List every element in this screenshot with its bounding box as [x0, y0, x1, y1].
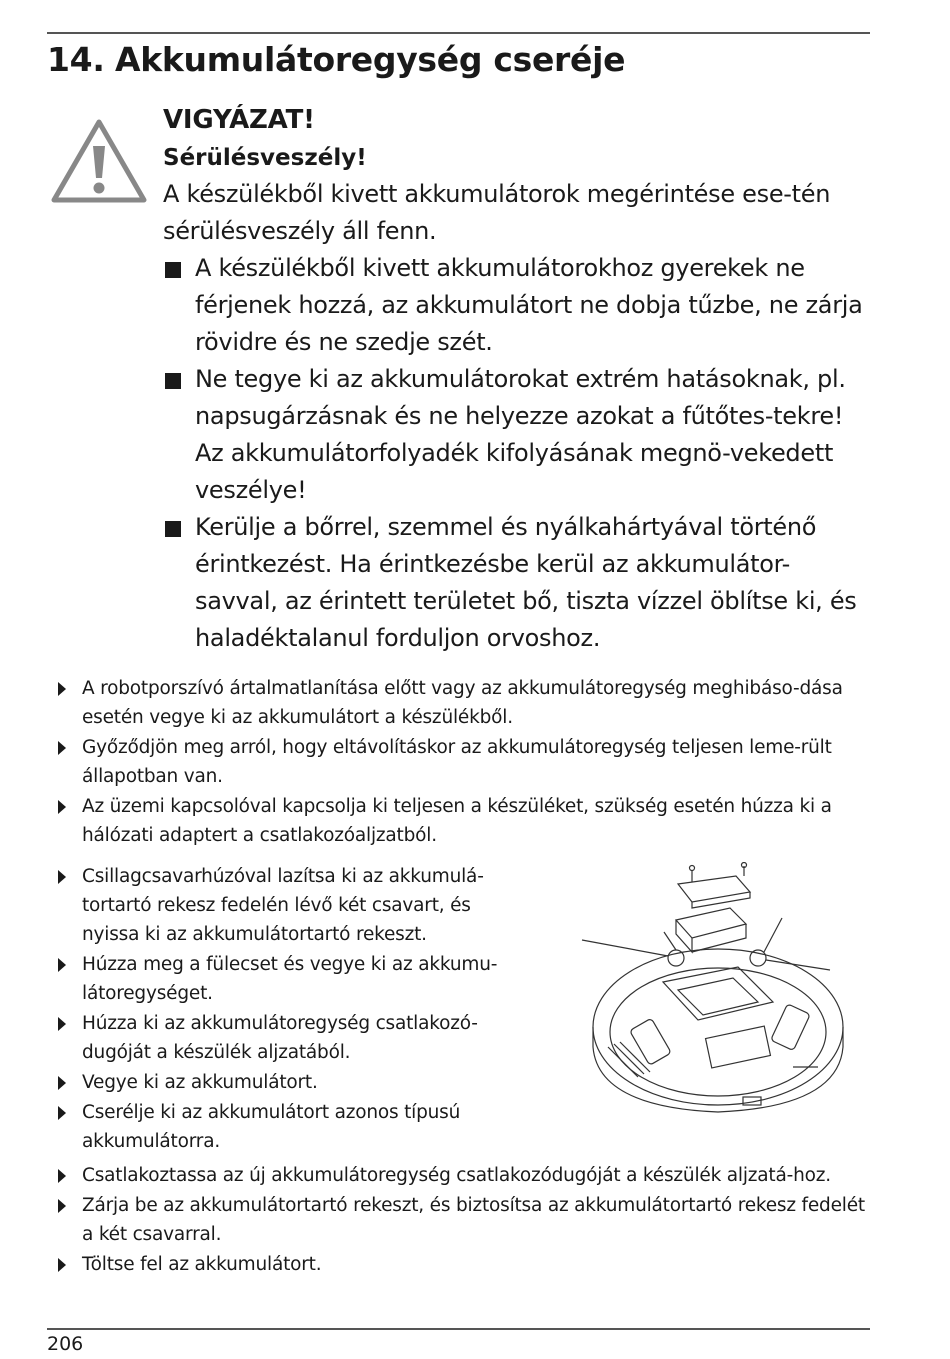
triangle-bullet-icon	[58, 800, 66, 814]
step-item	[55, 1191, 870, 1249]
step-text: Csillagcsavarhúzóval lazítsa ki az akkumulá-tortartó rekesz fedelén lévő két csavart, és nyissa ki az akkumulátortartó rekeszt.	[82, 866, 484, 945]
warning-item	[163, 361, 863, 509]
square-bullet-icon	[165, 521, 181, 537]
step-text: Győződjön meg arról, hogy eltávolításkor az akkumulátoregység teljesen leme-rült állapotban van.	[82, 737, 832, 787]
step-text: A robotporszívó ártalmatlanítása előtt vagy az akkumulátoregység meghibáso-dása esetén vegye ki az akkumulátort a készülékből.	[82, 678, 843, 728]
section-number: 14.	[47, 40, 105, 79]
step-item	[55, 1161, 870, 1190]
step-text: Húzza ki az akkumulátoregység csatlakozó-dugóját a készülék aljzatából.	[82, 1013, 478, 1063]
intro-steps	[55, 674, 870, 851]
triangle-bullet-icon	[58, 870, 66, 884]
warning-item	[163, 250, 863, 361]
step-item	[55, 674, 870, 732]
step-text: Az üzemi kapcsolóval kapcsolja ki teljesen a készüléket, szükség esetén húzza ki a hálózati adaptert a csatlakozóaljzatból.	[82, 796, 832, 846]
warning-subtitle: Sérülésveszély!	[163, 145, 367, 171]
triangle-bullet-icon	[58, 958, 66, 972]
step-item	[55, 733, 870, 791]
step-text: Húzza meg a fülecset és vegye ki az akkumu-látoregységet.	[82, 954, 498, 1004]
triangle-bullet-icon	[58, 1199, 66, 1213]
triangle-bullet-icon	[58, 1169, 66, 1183]
step-text: Cserélje ki az akkumulátort azonos típusú akkumulátorra.	[82, 1102, 461, 1152]
page-number: 206	[47, 1333, 84, 1355]
step-text: Töltse fel az akkumulátort.	[82, 1254, 322, 1275]
warning-list	[163, 250, 863, 657]
step-text: Vegye ki az akkumulátort.	[82, 1072, 318, 1093]
triangle-bullet-icon	[58, 1106, 66, 1120]
warning-block	[163, 102, 863, 657]
step-item	[55, 1009, 525, 1067]
triangle-bullet-icon	[58, 741, 66, 755]
section-heading	[47, 40, 625, 79]
bottom-rule	[47, 1328, 870, 1330]
step-text: Zárja be az akkumulátortartó rekeszt, és biztosítsa az akkumulátortartó rekesz fedelét a két csavarral.	[82, 1195, 865, 1245]
top-rule	[47, 32, 870, 34]
square-bullet-icon	[165, 262, 181, 278]
step-item	[55, 1250, 870, 1279]
step-text: Csatlakoztassa az új akkumulátoregység csatlakozódugóját a készülék aljzatá-hoz.	[82, 1165, 831, 1186]
warning-item	[163, 509, 863, 657]
step-item	[55, 862, 525, 949]
warning-text: A készülékből kivett akkumulátorok megérintése ese-tén sérülésveszély áll fenn.	[163, 180, 831, 245]
final-steps	[55, 1161, 870, 1280]
warning-triangle-icon	[50, 118, 148, 204]
triangle-bullet-icon	[58, 1076, 66, 1090]
warning-item-text: A készülékből kivett akkumulátorokhoz gyerekek ne férjenek hozzá, az akkumulátort ne dobja tűzbe, ne zárja rövidre és ne szedje szét.	[195, 254, 863, 356]
procedure-steps	[55, 862, 525, 1157]
warning-title: VIGYÁZAT!	[163, 105, 315, 135]
step-item	[55, 1068, 525, 1097]
robot-vacuum-battery-illustration	[568, 862, 868, 1132]
triangle-bullet-icon	[58, 1017, 66, 1031]
triangle-bullet-icon	[58, 1258, 66, 1272]
warning-item-text: Kerülje a bőrrel, szemmel és nyálkahártyával történő érintkezést. Ha érintkezésbe kerül az akkumulátor-savval, az érintett területet bő, tiszta vízzel öblítse ki, és haladéktalanul forduljon orvoshoz.	[195, 513, 857, 652]
square-bullet-icon	[165, 373, 181, 389]
section-title: Akkumulátoregység cseréje	[115, 40, 626, 79]
triangle-bullet-icon	[58, 682, 66, 696]
step-item	[55, 950, 525, 1008]
warning-item-text: Ne tegye ki az akkumulátorokat extrém hatásoknak, pl. napsugárzásnak és ne helyezze azokat a fűtőtes-tekre! Az akkumulátorfolyadék kifolyásának megnö-vekedett veszélye!	[195, 365, 846, 504]
step-item	[55, 1098, 525, 1156]
step-item	[55, 792, 870, 850]
